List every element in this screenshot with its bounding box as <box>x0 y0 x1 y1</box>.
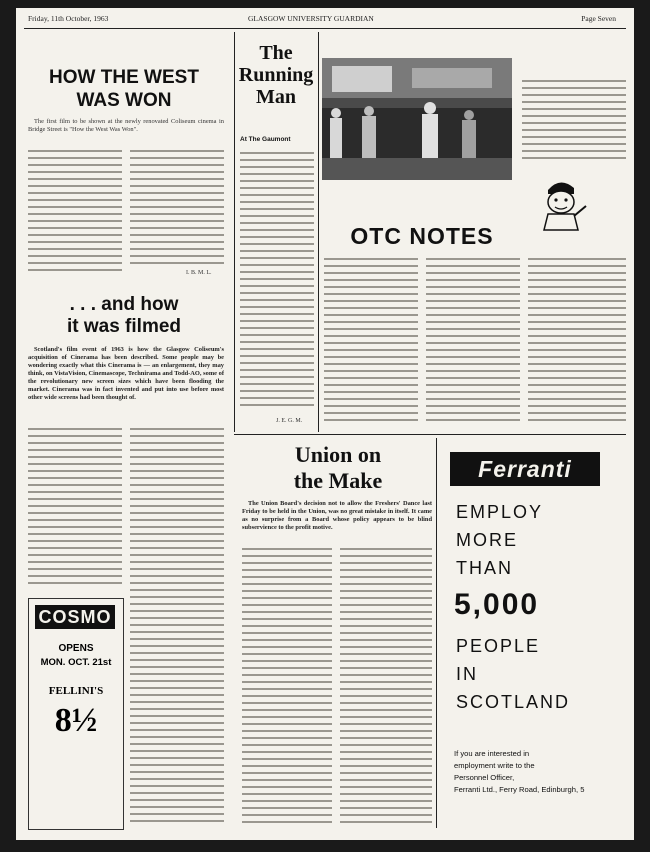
union-lead-text: The Union Board's decision not to allow the Freshers' Dance last Friday to be held in the Union, was no great mistake in itself. It came as no surprise from a Board whose policy appears to be blind subservience to the profit motive. <box>242 500 432 531</box>
page-header <box>16 12 634 26</box>
cartoon-soldier-icon <box>530 176 590 232</box>
running-man-venue: At The Gaumont <box>240 136 291 143</box>
union-body-col-2 <box>340 548 432 828</box>
ferranti-left-rule <box>436 438 437 828</box>
union-lead <box>242 500 432 540</box>
ferranti-contact-line4: Ferranti Ltd., Ferry Road, Edinburgh, 5 <box>454 785 585 794</box>
ferranti-contact-line2: employment write to the <box>454 761 535 770</box>
otc-body-col-1 <box>324 258 418 428</box>
column-rule-1 <box>234 32 235 432</box>
otc-photo <box>322 58 512 180</box>
header-rule <box>24 28 626 29</box>
filmed-body-col-1 <box>28 428 122 590</box>
otc-recruit-text <box>522 80 626 160</box>
cosmo-opens: OPENS <box>58 643 94 654</box>
ferranti-ad <box>442 440 628 836</box>
ferranti-logo: Ferranti <box>450 452 600 486</box>
west-signature: I. B. M. L. <box>186 270 212 276</box>
otc-body-col-3 <box>528 258 626 428</box>
union-headline-line1: Union on <box>294 442 382 467</box>
running-man-line3: Man <box>256 86 296 108</box>
ferranti-line6: SCOTLAND <box>456 692 571 712</box>
otc-photo-image <box>322 58 512 180</box>
union-headline-line2: the Make <box>293 468 383 493</box>
otc-cartoon <box>530 176 590 232</box>
otc-headline: OTC NOTES <box>350 223 494 249</box>
cosmo-film-title: 8½ <box>54 702 98 739</box>
cosmo-director: FELLINI'S <box>48 685 104 697</box>
running-man-body <box>240 152 314 412</box>
cosmo-logo: COSMO <box>35 605 115 629</box>
issue-date: Friday, 11th October, 1963 <box>28 14 109 23</box>
union-headline <box>240 442 436 494</box>
ferranti-line2: MORE <box>456 530 518 550</box>
running-man-signature: J. E. G. M. <box>276 418 303 424</box>
cosmo-ad <box>28 598 124 830</box>
filmed-lead <box>28 346 224 420</box>
ferranti-contact-line3: Personnel Officer, <box>454 773 515 782</box>
filmed-lead-text: Scotland's film event of 1963 is how the Glasgow Coliseum's acquisition of Cinerama has been described. Some people may be wondering exactly what this Cinerama is — an enlargement, they may think, on VistaVision, Cinemascope, Technirama and Todd-AO, some of the revolutionary new screen sizes which have been flooding the market. Cinerama was in fact invented and put into use before most other wide screens had been thought of. <box>28 346 224 401</box>
west-body-col-2 <box>130 150 224 268</box>
west-body-col-1 <box>28 150 122 278</box>
west-headline-line1: HOW THE WEST <box>49 67 199 88</box>
west-lead-text: The first film to be shown at the newly renovated Coliseum cinema in Bridge Street is "How the West Was Won". <box>28 118 224 133</box>
ferranti-employee-count: 5,000 <box>454 588 540 621</box>
union-top-rule <box>234 434 626 435</box>
running-man-line1: The <box>259 42 293 64</box>
ferranti-line1: EMPLOY <box>456 502 544 522</box>
running-man-line2: Running <box>238 64 314 86</box>
filmed-headline <box>26 294 222 338</box>
west-headline <box>26 66 222 112</box>
running-man-headline <box>238 42 314 108</box>
ferranti-contact <box>454 748 626 796</box>
filmed-headline-line1: . . . and how <box>69 294 179 315</box>
paper-title: GLASGOW UNIVERSITY GUARDIAN <box>248 14 374 23</box>
cosmo-date: MON. OCT. 21st <box>40 657 112 668</box>
union-body-col-1 <box>242 548 332 828</box>
filmed-headline-line2: it was filmed <box>66 316 182 337</box>
newspaper-page <box>16 8 634 840</box>
ferranti-line5: IN <box>456 664 478 684</box>
ferranti-contact-line1: If you are interested in <box>454 749 530 758</box>
ferranti-line4: PEOPLE <box>456 636 541 656</box>
west-headline-line2: WAS WON <box>76 90 172 111</box>
ferranti-line3: THAN <box>456 558 513 578</box>
filmed-body-col-2 <box>130 428 224 828</box>
otc-body-col-2 <box>426 258 520 428</box>
page-number: Page Seven <box>581 14 616 23</box>
column-rule-2 <box>318 32 319 432</box>
west-lead <box>28 118 224 144</box>
